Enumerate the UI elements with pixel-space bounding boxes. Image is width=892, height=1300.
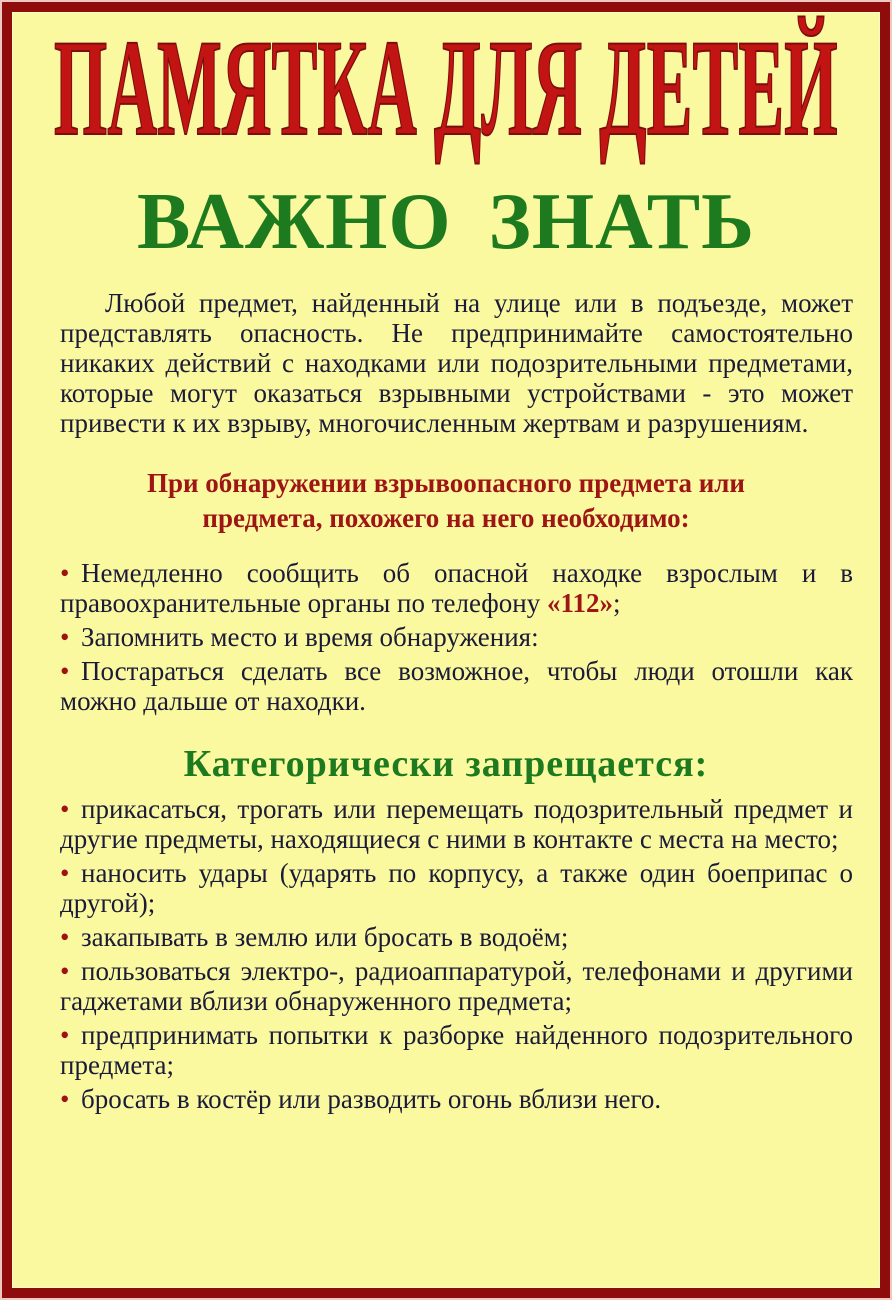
list-item: • закапывать в землю или бросать в водоём; [60, 922, 569, 952]
bullet-icon: • [60, 956, 70, 986]
list-item: • предпринимать попытки к разборке найденного подозрительного предмета; [60, 1020, 853, 1080]
bullet-icon: • [60, 558, 70, 588]
intro-paragraph: Любой предмет, найденный на улице или в подъезде, может представлять опасность. Не предпринимайте самостоятельно никаких действий с находками или подозрительными предметами, которые могут оказаться взрывными устройствами - это может привести к их взрыву, многочисленным жертвам и разрушениям. [60, 288, 853, 438]
bullet-icon: • [60, 922, 70, 952]
bullet-icon: • [60, 622, 70, 652]
poster-title: ПАМЯТКА ДЛЯ ДЕТЕЙ [54, 11, 838, 164]
important-to-know-heading: ВАЖНО ЗНАТЬ [136, 178, 756, 266]
actions-list [60, 558, 853, 716]
list-item: • бросать в костёр или разводить огонь вблизи него. [60, 1084, 662, 1114]
list-item: • Немедленно сообщить об опасной находке взрослым и в правоохранительные органы по телефону «112»; [60, 558, 853, 618]
forbidden-list [60, 794, 853, 1114]
when-found-heading: При обнаружении взрывоопасного предмета или предмета, похожего на него необходимо: [146, 468, 745, 533]
list-item: • пользоваться электро-, радиоаппаратурой, телефонами и другими гаджетами вблизи обнаруженного предмета; [60, 956, 853, 1016]
list-item: • наносить удары (ударять по корпусу, а также один боеприпас о другой); [60, 858, 853, 918]
bullet-icon: • [60, 1084, 70, 1114]
bullet-icon: • [60, 794, 70, 824]
bullet-icon: • [60, 858, 70, 888]
forbidden-heading: Категорически запрещается: [183, 743, 709, 785]
list-item: • прикасаться, трогать или перемещать подозрительный предмет и другие предметы, находящиеся с ними в контакте с места на место; [60, 794, 853, 854]
bullet-icon: • [60, 656, 70, 686]
phone-number-112: «112» [546, 588, 613, 618]
bullet-icon: • [60, 1020, 70, 1050]
title-container [12, 11, 880, 164]
list-item: • Запомнить место и время обнаружения: [60, 622, 539, 652]
poster-frame [2, 2, 890, 1298]
list-item: • Постараться сделать все возможное, чтобы люди отошли как можно дальше от находки. [60, 656, 853, 716]
